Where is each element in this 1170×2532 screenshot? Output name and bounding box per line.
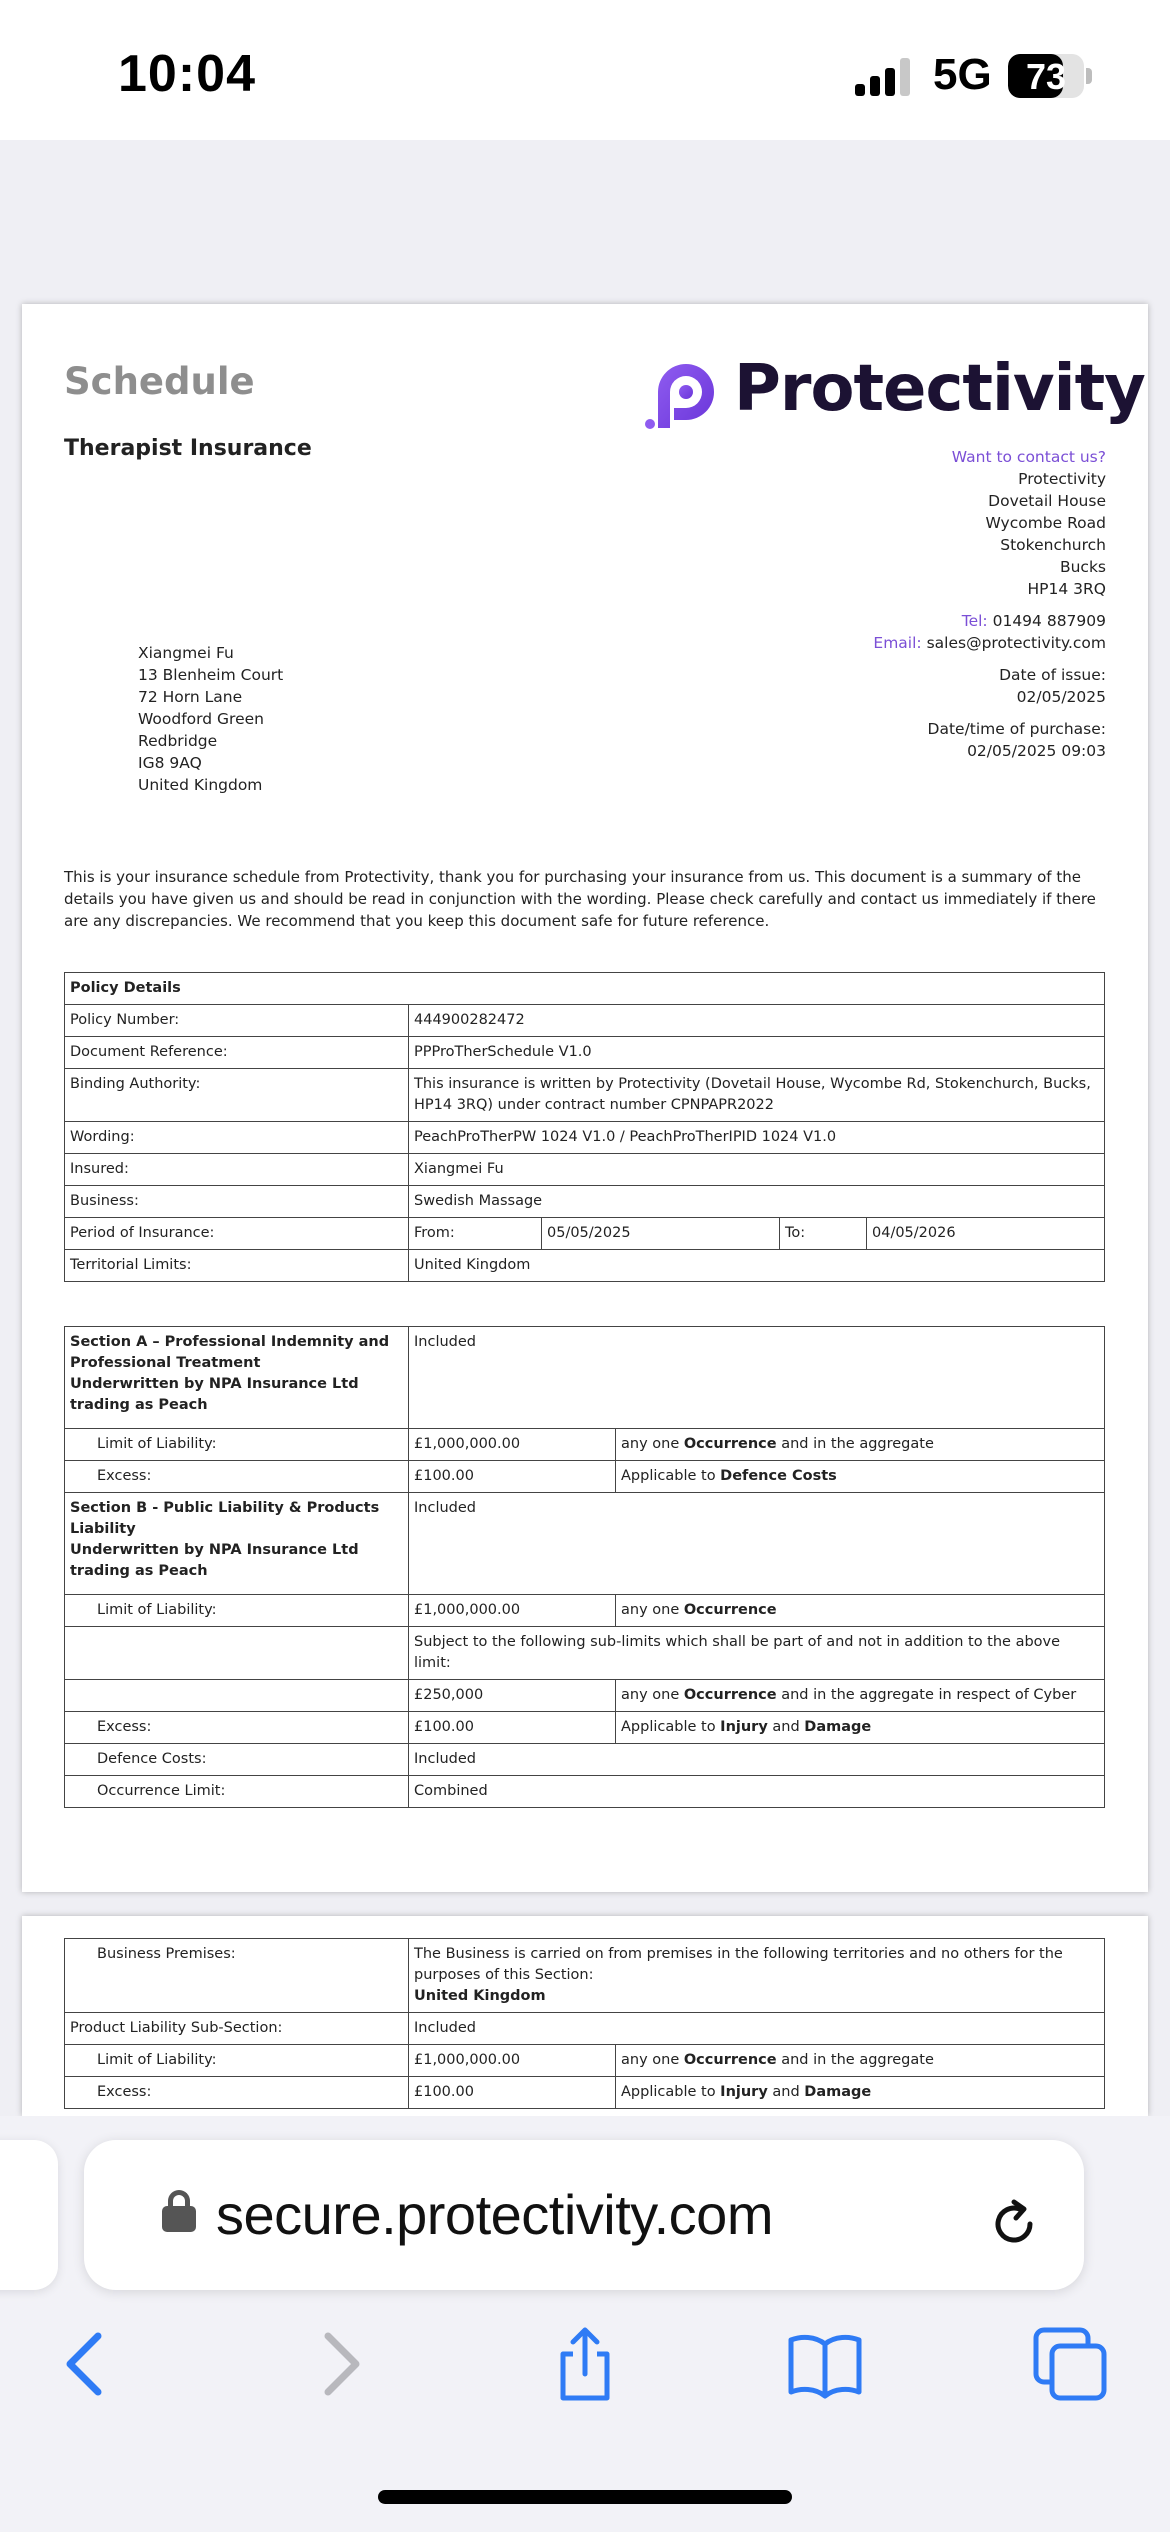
section-b-defence-label: Defence Costs:: [65, 1744, 409, 1776]
binding-authority-label: Binding Authority:: [65, 1069, 409, 1122]
recipient-line: 72 Horn Lane: [138, 688, 243, 706]
territorial-limits-label: Territorial Limits:: [65, 1250, 409, 1282]
sections-table: [64, 1326, 1105, 1808]
page2-excess-label: Excess:: [65, 2077, 409, 2109]
section-b-defence: Included: [409, 1744, 1105, 1776]
recipient-line: Xiangmei Fu: [138, 644, 234, 662]
table-row: [65, 1069, 1105, 1122]
section-a-excess: £100.00: [409, 1461, 616, 1493]
purchase-date: 02/05/2025 09:03: [967, 742, 1106, 760]
table-row: [65, 1154, 1105, 1186]
policy-details-heading: Policy Details: [65, 973, 1105, 1005]
network-type: 5G: [933, 50, 992, 99]
section-b-title: [65, 1493, 409, 1595]
premises-cell: [409, 1939, 1105, 2013]
protectivity-logo: [644, 346, 1145, 436]
issue-date-label: Date of issue:: [999, 666, 1106, 684]
table-row: [65, 1122, 1105, 1154]
table-row: [65, 1005, 1105, 1037]
premises-text: The Business is carried on from premises in the following territories and no others for the purposes of this Section:: [414, 1946, 1063, 1983]
contact-heading: Want to contact us?: [951, 448, 1106, 466]
contact-tel[interactable]: [873, 610, 1106, 632]
table-row: [65, 1776, 1105, 1808]
contact-address-line: Wycombe Road: [985, 514, 1106, 532]
page2-limit-label: Limit of Liability:: [65, 2045, 409, 2077]
empty-cell: [65, 1627, 409, 1680]
contact-address-line: Dovetail House: [988, 492, 1106, 510]
battery-percent: 73: [1025, 56, 1067, 97]
recipient-line: Redbridge: [138, 732, 218, 750]
document-page-2: [22, 1916, 1148, 2116]
contact-address-line: Protectivity: [1018, 470, 1106, 488]
share-icon[interactable]: [545, 2324, 625, 2404]
section-a-excess-label: Excess:: [65, 1461, 409, 1493]
territorial-limits: United Kingdom: [409, 1250, 1105, 1282]
product-liability-status: Included: [409, 2013, 1105, 2045]
intro-paragraph: This is your insurance schedule from Protectivity, thank you for purchasing your insurance from us. This document is a summary of the details you have given us and should be read in conjunction with the wording. Please check carefully and contact us immediately if there are any discrepancies. We recommend that you keep this document safe for future reference.: [64, 868, 1096, 930]
table-row: [65, 1939, 1105, 2013]
tabs-icon[interactable]: [1030, 2324, 1110, 2404]
section-b-excess: £100.00: [409, 1712, 616, 1744]
browser-bottom-bar: [0, 2116, 1170, 2532]
back-icon[interactable]: [46, 2324, 126, 2404]
recipient-line: Woodford Green: [138, 710, 264, 728]
table-row: [65, 1627, 1105, 1680]
from-date: 05/05/2025: [542, 1218, 780, 1250]
forward-icon[interactable]: [300, 2324, 380, 2404]
page2-table: [64, 1938, 1105, 2109]
battery-icon: [1008, 54, 1084, 98]
previous-tab-preview[interactable]: [0, 2140, 58, 2290]
to-date: 04/05/2026: [867, 1218, 1105, 1250]
table-row: [65, 1186, 1105, 1218]
table-row: [65, 1493, 1105, 1595]
page2-limit-note: any one Occurrence and in the aggregate: [616, 2045, 1105, 2077]
protectivity-logo-mark: [644, 352, 724, 432]
section-a-title-line2: Underwritten by NPA Insurance Ltd trading as Peach: [70, 1376, 359, 1413]
policy-details-table: [64, 972, 1105, 1282]
reload-icon[interactable]: [986, 2196, 1042, 2252]
table-row: [65, 1461, 1105, 1493]
table-row: [65, 1250, 1105, 1282]
section-b-excess-note: Applicable to Injury and Damage: [616, 1712, 1105, 1744]
binding-authority: This insurance is written by Protectivity (Dovetail House, Wycombe Rd, Stokenchurch, Bucks, HP14 3RQ) under contract number CPNPAPR2022: [409, 1069, 1105, 1122]
signal-strength-icon: [855, 56, 915, 96]
product-liability-label: Product Liability Sub-Section:: [65, 2013, 409, 2045]
table-row: [65, 1037, 1105, 1069]
section-b-occurrence-label: Occurrence Limit:: [65, 1776, 409, 1808]
contact-address-line: Stokenchurch: [1000, 536, 1106, 554]
empty-cell: [65, 1680, 409, 1712]
contact-address-line: Bucks: [1059, 558, 1106, 576]
home-indicator[interactable]: [378, 2490, 792, 2504]
section-a-limit: £1,000,000.00: [409, 1429, 616, 1461]
section-b-occurrence: Combined: [409, 1776, 1105, 1808]
period-label: Period of Insurance:: [65, 1218, 409, 1250]
table-row: [65, 2045, 1105, 2077]
document-page-1: [22, 304, 1148, 1892]
email-address[interactable]: sales@protectivity.com: [926, 634, 1106, 652]
section-b-sublimit-text: Subject to the following sub-limits which shall be part of and not in addition to the above limit:: [409, 1627, 1105, 1680]
page2-excess-note: Applicable to Injury and Damage: [616, 2077, 1105, 2109]
issue-date: 02/05/2025: [1016, 688, 1106, 706]
recipient-line: United Kingdom: [138, 776, 263, 794]
to-label: To:: [780, 1218, 867, 1250]
page2-limit: £1,000,000.00: [409, 2045, 616, 2077]
table-row: [65, 1327, 1105, 1429]
section-b-title-line2: Underwritten by NPA Insurance Ltd trading as Peach: [70, 1542, 359, 1579]
section-a-title: [65, 1327, 409, 1429]
document-reference-label: Document Reference:: [65, 1037, 409, 1069]
tel-number[interactable]: 01494 887909: [992, 612, 1106, 630]
battery-nub: [1086, 68, 1092, 84]
premises-territory: United Kingdom: [414, 1988, 546, 2004]
logo-text: Protectivity: [734, 352, 1145, 426]
email-label: Email:: [873, 634, 922, 652]
table-row: [65, 2077, 1105, 2109]
table-row: [65, 2013, 1105, 2045]
recipient-address: [138, 642, 283, 796]
document-reference: PPProTherSchedule V1.0: [409, 1037, 1105, 1069]
purchase-date-label: Date/time of purchase:: [927, 720, 1106, 738]
section-b-title-line1: Section B - Public Liability & Products Liability: [70, 1500, 380, 1537]
status-time: 10:04: [118, 45, 256, 103]
table-row: [65, 1712, 1105, 1744]
section-a-title-line1: Section A – Professional Indemnity and Professional Treatment: [70, 1334, 390, 1371]
contact-address-line: HP14 3RQ: [1027, 580, 1106, 598]
from-label: From:: [409, 1218, 542, 1250]
section-b-limit-label: Limit of Liability:: [65, 1595, 409, 1627]
section-b-status: Included: [409, 1493, 1105, 1595]
contact-email[interactable]: [873, 632, 1106, 654]
recipient-line: IG8 9AQ: [138, 754, 202, 772]
wording-label: Wording:: [65, 1122, 409, 1154]
page2-excess: £100.00: [409, 2077, 616, 2109]
bookmarks-icon[interactable]: [785, 2324, 865, 2404]
policy-number-label: Policy Number:: [65, 1005, 409, 1037]
table-row: [65, 1218, 1105, 1250]
insured-label: Insured:: [65, 1154, 409, 1186]
section-b-cyber-amount: £250,000: [409, 1680, 616, 1712]
section-b-cyber-note: any one Occurrence and in the aggregate in respect of Cyber: [616, 1680, 1105, 1712]
recipient-line: 13 Blenheim Court: [138, 666, 284, 684]
table-row: [65, 973, 1105, 1005]
url-text[interactable]: secure.protectivity.com: [216, 2183, 773, 2246]
insured: Xiangmei Fu: [409, 1154, 1105, 1186]
wording: PeachProTherPW 1024 V1.0 / PeachProTherIPID 1024 V1.0: [409, 1122, 1105, 1154]
document-title: Schedule: [64, 360, 255, 403]
section-b-limit: £1,000,000.00: [409, 1595, 616, 1627]
contact-block: [873, 446, 1106, 762]
section-a-limit-label: Limit of Liability:: [65, 1429, 409, 1461]
lock-icon: [162, 2190, 196, 2230]
table-row: [65, 1744, 1105, 1776]
business-label: Business:: [65, 1186, 409, 1218]
section-a-excess-note: Applicable to Defence Costs: [616, 1461, 1105, 1493]
business: Swedish Massage: [409, 1186, 1105, 1218]
status-bar: [0, 0, 1170, 140]
section-a-limit-note: any one Occurrence and in the aggregate: [616, 1429, 1105, 1461]
tel-label: Tel:: [961, 612, 988, 630]
document-subtitle: Therapist Insurance: [64, 436, 312, 461]
premises-label: Business Premises:: [65, 1939, 409, 2013]
table-row: [65, 1595, 1105, 1627]
policy-number: 444900282472: [409, 1005, 1105, 1037]
section-b-excess-label: Excess:: [65, 1712, 409, 1744]
section-a-status: Included: [409, 1327, 1105, 1429]
table-row: [65, 1429, 1105, 1461]
section-b-limit-note: any one Occurrence: [616, 1595, 1105, 1627]
table-row: [65, 1680, 1105, 1712]
